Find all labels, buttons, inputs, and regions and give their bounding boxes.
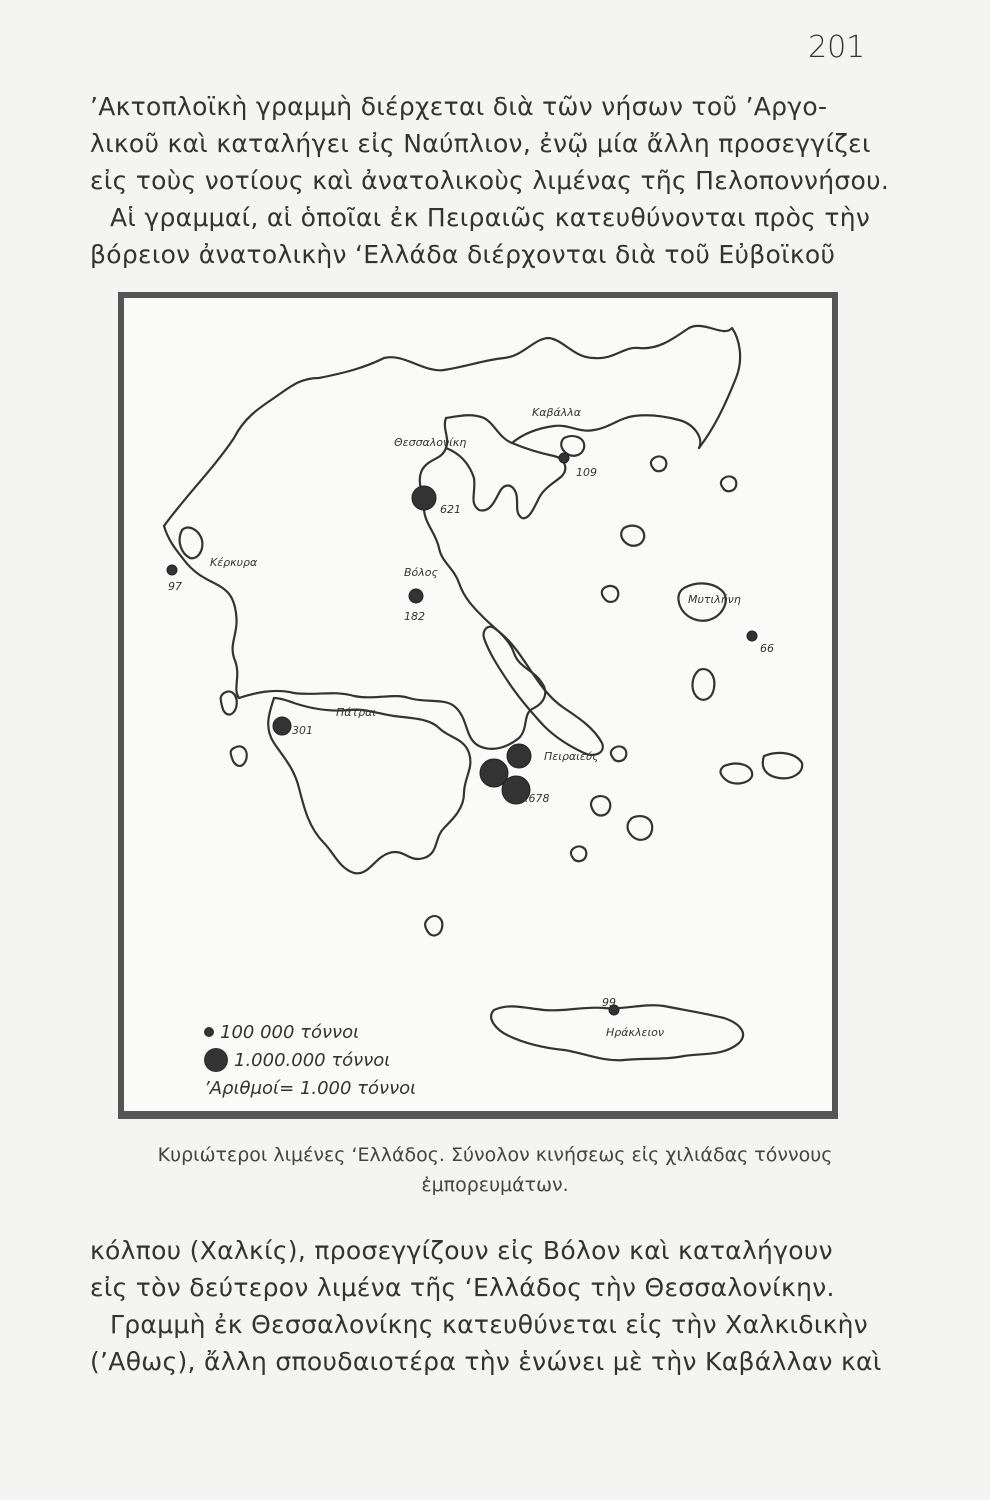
bottom-paragraph <box>90 1232 890 1380</box>
mytilini-label: Μυτιλήνη <box>688 593 741 606</box>
patras-marker <box>273 717 291 735</box>
small-island <box>611 746 626 761</box>
heraklion-label: Ηράκλειον <box>606 1026 665 1039</box>
heraklion-value: 99 <box>602 996 616 1009</box>
kavala-marker <box>559 453 569 463</box>
text-line: Γραμμὴ ἐκ Θεσσαλονίκης κατευθύνεται εἰς τὴν Χαλκιδικὴν <box>110 1310 869 1339</box>
volos-value: 182 <box>404 610 425 623</box>
text-line: εἰς τὸν δεύτερον λιμένα τῆς ‘Ελλάδος τὴν Θεσσαλονίκην. <box>90 1273 835 1302</box>
kerkyra-value: 97 <box>168 580 182 593</box>
map-legend <box>204 1018 416 1102</box>
volos-label: Βόλος <box>404 566 438 579</box>
legend-row-big <box>204 1046 416 1074</box>
legend-small-text: 100 000 τόννοι <box>220 1021 360 1043</box>
mytilini-marker <box>747 631 757 641</box>
text-line: λικοῦ καὶ καταλήγει εἰς Ναύπλιον, ἐνῷ μία ἄλλη προσεγγίζει <box>90 129 871 158</box>
kavala-value: 109 <box>576 466 597 479</box>
text-line: ’Ακτοπλοϊκὴ γραμμὴ διέρχεται διὰ τῶν νήσων τοῦ ’Αργο- <box>90 92 828 121</box>
ports-map <box>118 292 838 1119</box>
thessaloniki-label: Θεσσαλονίκη <box>394 436 467 449</box>
legend-row-small <box>204 1018 416 1046</box>
text-line: εἰς τοὺς νοτίους καὶ ἀνατολικοὺς λιμένας τῆς Πελοποννήσου. <box>90 166 890 195</box>
big-circle-icon <box>204 1048 228 1072</box>
legend-numbers-text: ’Αριθμοί= 1.000 τόννοι <box>204 1077 417 1099</box>
kerkyra-label: Κέρκυρα <box>210 556 258 569</box>
page-number: 201 <box>808 30 866 65</box>
top-paragraph <box>90 88 890 273</box>
mytilini-value: 66 <box>760 642 774 655</box>
chios-coast <box>692 669 714 700</box>
text-line: κόλπου (Χαλκίς), προσεγγίζουν εἰς Βόλον καὶ καταλήγουν <box>90 1236 833 1265</box>
text-line: (’Αθως), ἄλλη σπουδαιοτέρα τὴν ἑνώνει μὲ τὴν Καβάλλαν καὶ <box>90 1347 882 1376</box>
piraeus-marker-3 <box>507 744 531 768</box>
small-island <box>651 456 666 471</box>
euboea-coast <box>484 627 603 755</box>
cyclades-island <box>591 796 610 815</box>
rhodes-region <box>763 753 802 778</box>
kavala-label: Καβάλλα <box>532 406 582 419</box>
legend-row-numbers <box>204 1074 416 1102</box>
caption-line: ἐμπορευμάτων. <box>421 1174 569 1196</box>
thrace-coast <box>512 415 700 448</box>
ionian-island <box>221 691 237 714</box>
samos-coast <box>720 764 752 784</box>
map-drawing <box>124 298 832 1111</box>
thessaloniki-value: 621 <box>440 503 461 516</box>
text-line: βόρειον ἀνατολικὴν ‘Ελλάδα διέρχονται διὰ τοῦ Εὐβοϊκοῦ <box>90 240 836 269</box>
legend-big-text: 1.000.000 τόννοι <box>234 1049 391 1071</box>
kerkyra-marker <box>167 565 177 575</box>
northern-border <box>164 326 740 526</box>
naxos-coast <box>628 816 653 840</box>
patras-label: Πάτραι <box>336 706 377 719</box>
cyclades-island <box>571 846 586 861</box>
chalkidiki-coast <box>446 415 565 518</box>
ionian-island <box>231 746 247 766</box>
skyros-coast <box>602 586 619 602</box>
kythera-coast <box>425 916 442 935</box>
piraeus-value: 2.678 <box>518 792 550 805</box>
lemnos-coast <box>621 526 644 546</box>
thessaloniki-marker <box>412 486 436 510</box>
caption-line: Κυριώτεροι λιμένες ‘Ελλάδος. Σύνολον κινήσεως εἰς χιλιάδας τόννους <box>157 1144 833 1166</box>
volos-marker <box>409 589 423 603</box>
small-circle-icon <box>204 1027 214 1037</box>
small-island <box>721 476 736 491</box>
corfu-coast <box>180 528 203 559</box>
text-line: Αἱ γραμμαί, αἱ ὁποῖαι ἐκ Πειραιῶς κατευθύνονται πρὸς τὴν <box>110 203 871 232</box>
patras-value: 301 <box>292 724 313 737</box>
piraeus-label: Πειραιεύς <box>544 750 599 763</box>
map-caption <box>90 1140 900 1200</box>
